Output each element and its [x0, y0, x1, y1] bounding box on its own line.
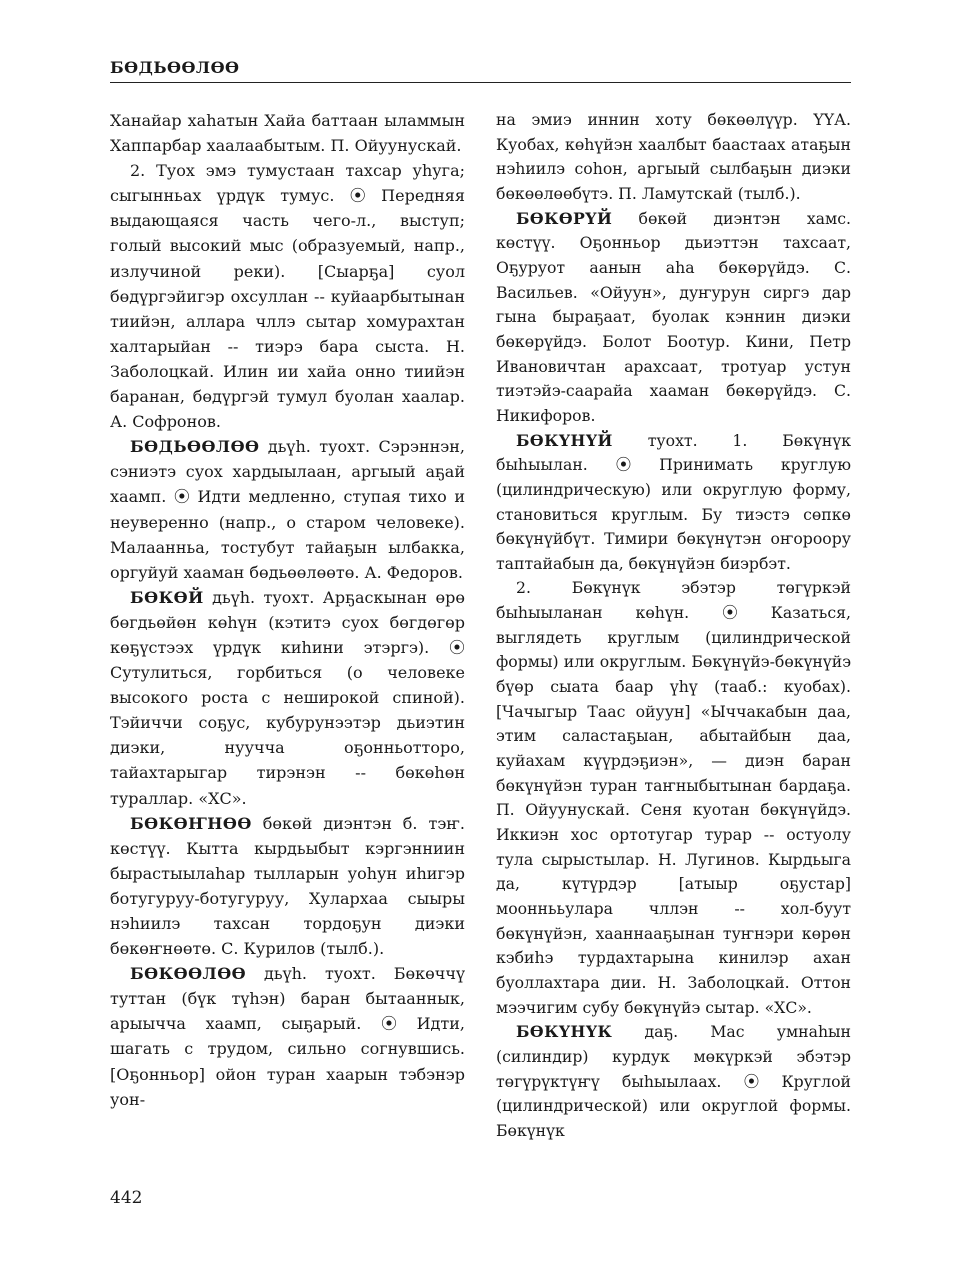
headword: БӨКӨӨЛӨӨ	[130, 964, 247, 984]
paragraph: Ханайар хаһатын Хайа баттаан ыламмын Хаппарбар хаалаабытым. П. Ойуунускай.	[110, 111, 465, 156]
entry-text: даҕ. Мас умнаһын (силиндир) курдук мөкүркэй эбэтэр төгүрүктүҥү быһыылаах. ⦿ Круглой (цилиндрической) или округлой формы. Бөкүнүк	[496, 1022, 851, 1140]
page-number: 442	[110, 1188, 143, 1208]
dictionary-entry	[110, 434, 465, 585]
headword: БӨКҮНҮК	[516, 1022, 613, 1042]
dictionary-entry	[110, 585, 465, 811]
headword: БӨКӨҤНӨӨ	[130, 813, 252, 833]
dictionary-entry	[496, 1020, 851, 1143]
dictionary-entry	[496, 429, 851, 577]
left-column	[110, 108, 465, 1112]
entry-text: бөкөй диэнтэн хамс. көстүү. Оҕонньор дьиэттэн тахсаат, Оҕуруот аанын аһа бөкөрүйдэ. С. Васильев. «Ойуун», дуҥурун сиргэ дар гына быраҕаат, буолак кэннин диэки бөкөрүйдэ. Болот Боотур. Кини, Петр Ивановичтан арахсаат, тротуар устун тиэтэйэ-саарайа хааман бөкөрүйдэ. С. Никифоров.	[496, 208, 851, 425]
running-title: БӨДЬӨӨЛӨӨ	[110, 58, 240, 77]
entry-text: бөкөй диэнтэн б. тэҥ. көстүү. Кытта кырдьыбыт кэргэнниин бырастыылаһар тылларын уоһун иһигэр ботугуруу-ботугуруу, Хулархаа сыыры нэһиилэ тахсан тордоҕун диэки бөкөҥнөөтө. С. Курилов (тылб.).	[110, 813, 465, 959]
headword: БӨДЬӨӨЛӨӨ	[130, 437, 260, 457]
entry-text: дьүһ. туохт. Бөкөччү туттан (бүк түһэн) баран бытааннык, арыычча хаамп, сыҕарый. ⦿ Идти, шагать с трудом, сильно согнувшись. [Оҕонньор] ойон туран хаарын тэбэнэр уон-	[110, 964, 465, 1109]
dictionary-entry	[496, 207, 851, 429]
entry-text: туохт. 1. Бөкүнүк быһыылан. ⦿ Принимать круглую (цилиндрическую) или округлую форму, становиться круглым. Бу тиэстэ сөпкө бөкүнүйбүт. Тимири бөкүнүтэн оҥороору таптайабын да, бөкүнүйэн биэрбэт.	[496, 430, 851, 573]
paragraph: на эмиэ иннин хоту бөкөөлүүр. ҮҮА. Куобах, көһүйэн хаалбыт баастаах атаҕын нэһиилэ соһон, аргыый сылбаҕын диэки бөкөөлөөбүтэ. П. Ламутскай (тылб.).	[496, 110, 851, 203]
running-header	[110, 58, 851, 83]
headword: БӨКӨРҮЙ	[516, 208, 613, 228]
dictionary-entry	[110, 961, 465, 1112]
entry-text: дьүһ. туохт. Сэрэннэн, сэниэтэ суох хардыылаан, аргыый аҕай хаамп. ⦿ Идти медленно, ступая тихо и неуверенно (напр., о старом человеке). Малаанньа, тостубут тайаҕын ылбакка, оргуйуй хааман бөдьөөлөөтө. А. Федоров.	[110, 437, 465, 582]
paragraph: 2. Бөкүнүк эбэтэр төгүркэй быһыыланан көһүн. ⦿ Казаться, выглядеть круглым (цилиндрической формы) или округлым. Бөкүнүйэ-бөкүнүйэ бүөр сыата баар үһү (тааб.: куобах). [Чачыгыр Таас ойуун] «Ыччакабын даа, этим саластаҕыан, абытайбын даа, куйахам күүрдэҕиэн», — диэн баран бөкүнүйэн туран таҥныбытынан бардаҕа. П. Ойуунускай. Сеня куотан бөкүнүйдэ. Иккиэн хос ортотугар турар -- остуолу тула сырыстылар. Н. Лугинов. Кырдьыга да, күтүрдэр [атыыр оҕустар] мооннььулара чллэн -- хол-буут бөкүнүйэн, хааннааҕынан туҥнэри көрөн кэбиһэ турдахтарына кинилэр ахан буоллахтара дии. Н. Заболоцкай. Оттон мээчигим субу бөкүнүйэ сытар. «ХС».	[496, 578, 851, 1017]
entry-text: дьүһ. туохт. Арҕаскынан өрө бөгдьөйөн көһүн (кэтитэ суох бөгдөгөр көҕүстээх үрдүк киһини этэргэ). ⦿ Сутулиться, горбиться (о человеке высокого роста с неширокой спиной). Тэйиччи соҕус, кубурунээтэр дьиэтин диэки, нуучча оҕонньоттоpo, тайахтарыгар тирэнэн -- бөкөһөн тураллар. «ХС».	[110, 587, 465, 808]
paragraph: 2. Туох эмэ тумустаан тахсар уһуга; сыгынньах үрдүк тумус. ⦿ Передняя выдающаяся часть чего-л., выступ; голый высокий мыс (образуемый, напр., излучиной реки). [Сыарҕа] суол бөдүргэйигэр охсуллан -- куйаарбытынан тиийэн, аллара чллэ сытар хомурахтан халтарыйан -- тиэрэ бара сыста. Н. Заболоцкай. Илин ии хайа онно тиийэн баранан, бөдүргэй тумул буолан хаалар. А. Софронов.	[110, 161, 465, 432]
right-column	[496, 108, 851, 1144]
headword: БӨКӨЙ	[130, 587, 204, 607]
headword: БӨКҮНҮЙ	[516, 430, 613, 450]
dictionary-entry	[110, 811, 465, 962]
